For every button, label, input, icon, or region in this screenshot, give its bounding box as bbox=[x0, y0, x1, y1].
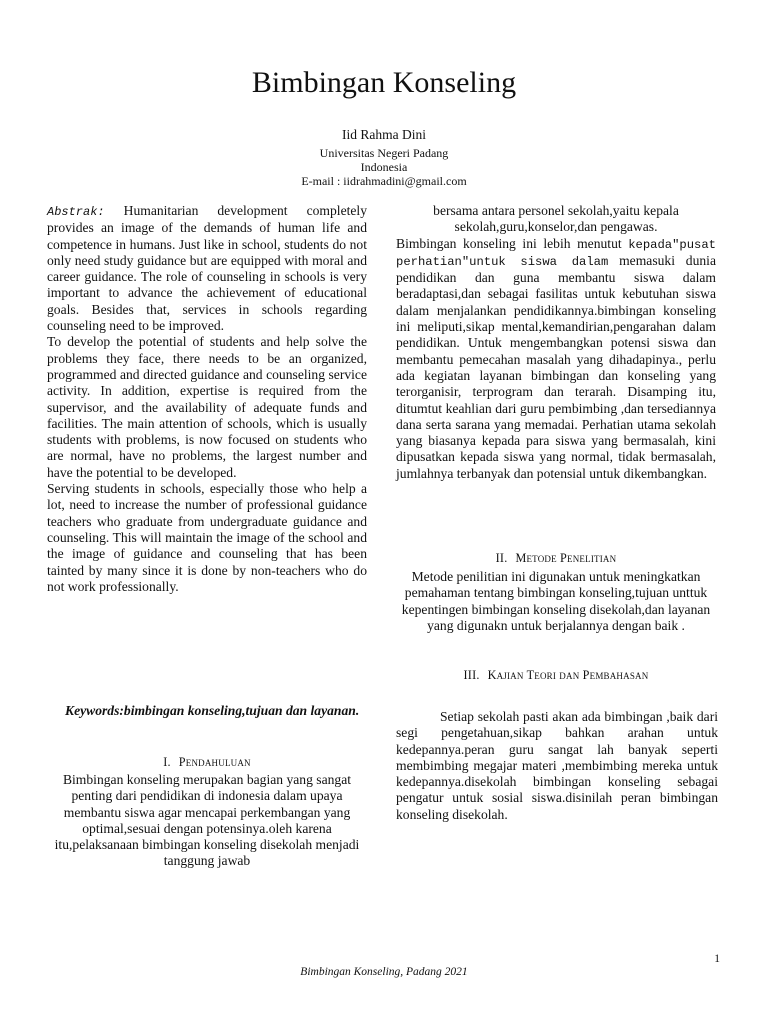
keywords bbox=[47, 702, 367, 719]
abstract-paragraph-1 bbox=[47, 203, 367, 334]
author-email: E-mail : iidrahmadini@gmail.com bbox=[301, 174, 467, 188]
intro-rest-text: memasuki dunia pendidikan dan guna membantu siswa dalam beradaptasi,dan sebagai fasilitas untuk kebutuhan siswa dalam menjalankan pendidikannya.bimbingan konseling ini meliputi,sikap mental,kemandirian,pengarahan dalam pendidikan. Untuk mengembangkan potensi siswa dan membantu pemecahan masalah yang dihadapinya., perlu ada kegiatan layanan bimbingan dan konseling yang terorganisir, terprogram dan terarah. Disamping itu, ditumtut keahlian dari guru pembimbing ,dan tersediannya dana serta sarana yang memadai. Perhatian utama sekolah yang biasanya kepada para siswa yang bermasalah, kini dipusatkan kepada siswa yang normal, tidak bermasalah, jumlahnya terbanyak dan potensial untuk dikembangkan. bbox=[396, 252, 716, 481]
intro-mono-text: kepada"pusat perhatian"untuk siswa dalam bbox=[396, 237, 716, 269]
section-title: Kajian Teori dan Pembahasan bbox=[487, 668, 649, 682]
paper-title: Bimbingan Konseling bbox=[251, 66, 517, 99]
abstract-text-1: Humanitarian development completely provides an image of the demands of human life and competence in humans. Just like in school, students do not only need study guidance but are equipped with moral and career guidance. The role of counseling in schools is very important to advance the achievement of educational goals. Besides that, services in schools regarding counseling need to be improved. bbox=[47, 203, 367, 334]
introduction-text: Bimbingan konseling merupakan bagian yang sangat penting dari pendidikan di indonesia dalam upaya membantu siswa agar mencapai perkembangan yang optimal,sesuai dengan potensinya.oleh karena itu,pelaksanaan bimbingan konseling disekolah menjadi tanggung jawab bbox=[54, 772, 360, 869]
introduction-paragraph-2 bbox=[396, 236, 716, 482]
right-column-intro bbox=[396, 203, 716, 482]
section-title: Pendahuluan bbox=[178, 755, 251, 769]
abstract-paragraph-2: To develop the potential of students and help solve the problems they face, there needs to be an organized, programmed and directed guidance and counseling service activity. In addition, expertise is required from the supervisor, and the availability of adequate funds and facilities. The main attention of schools, which is usually students with problems, is now focused on students who are normal, have no problems, the largest number and have the potential to be developed. bbox=[47, 334, 367, 480]
country: Indonesia bbox=[360, 160, 408, 174]
keywords-text: Keywords:bimbingan konseling,tujuan dan layanan. bbox=[65, 703, 360, 718]
page-number: 1 bbox=[714, 953, 720, 965]
abstract-label: Abstrak: bbox=[47, 205, 105, 219]
author-name: Iid Rahma Dini bbox=[342, 127, 426, 142]
section-number: I. bbox=[163, 755, 171, 769]
author-affiliation bbox=[0, 146, 768, 188]
introduction-continued: bersama antara personel sekolah,yaitu kepala sekolah,guru,konselor,dan pengawas. bbox=[433, 203, 679, 235]
theory-text: Setiap sekolah pasti akan ada bimbingan ,baik dari segi pengetahuan,sikap bahkan arahan untuk kedepannya.peran guru sangat lah banyak seperti membimbing megajar materi ,membimbing mereka untuk kedepannya.disekolah bimbingan konseling sebagai pengatur untuk sosial siswa.disinilah peran bimbingan konseling disekolah. bbox=[396, 709, 718, 822]
section-number: II. bbox=[495, 551, 508, 565]
university: Universitas Negeri Padang bbox=[319, 146, 449, 160]
method-text: Metode penilitian ini digunakan untuk meningkatkan pemahaman tentang bimbingan konseling,tujuan unttuk kepentingen bimbingan konseling disekolah,dan layanan yang digunakn untuk berjalannya dengan baik . bbox=[401, 569, 711, 633]
abstract-section bbox=[47, 203, 367, 595]
page-footer: Bimbingan Konseling, Padang 2021 bbox=[300, 966, 468, 978]
section-heading-theory bbox=[396, 668, 716, 683]
intro-line-start: Bimbingan konseling ini lebih menutut bbox=[396, 235, 622, 251]
section-title: Metode Penelitian bbox=[515, 551, 617, 565]
section-number: III. bbox=[463, 668, 480, 682]
abstract-paragraph-3: Serving students in schools, especially those who help a lot, need to increase the number of professional guidance teachers who graduate from undergraduate guidance and counseling. This will maintain the image of the school and the image of guidance and counseling that has been tainted by many since it is done by non-teachers who do not work professionally. bbox=[47, 481, 367, 594]
section-heading-method bbox=[396, 551, 716, 566]
section-heading-introduction bbox=[47, 755, 367, 770]
